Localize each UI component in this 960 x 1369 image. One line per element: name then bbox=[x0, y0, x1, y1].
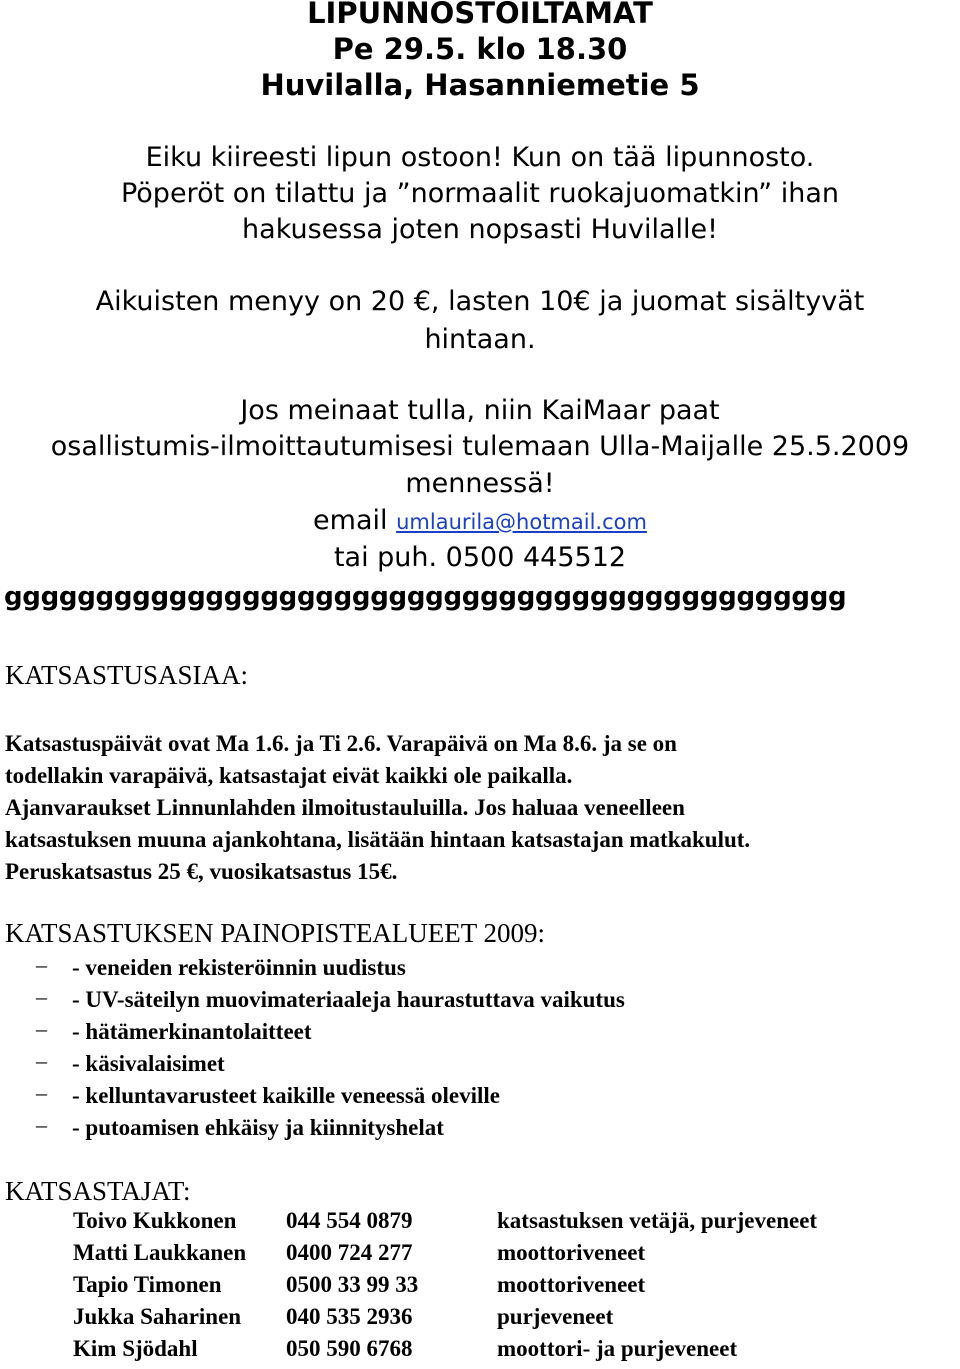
inspector-role: moottori- ja purjeveneet bbox=[497, 1336, 738, 1361]
painopiste-item-6: - putoamisen ehkäisy ja kiinnityshelat bbox=[72, 1115, 444, 1140]
event-date: Pe 29.5. klo 18.30 bbox=[332, 32, 628, 66]
signup-line-1: Jos meinaat tulla, niin KaiMaar paat bbox=[240, 395, 720, 426]
inspector-phone: 044 554 0879 bbox=[286, 1208, 413, 1233]
painopiste-item bbox=[36, 1048, 47, 1074]
email-label: email bbox=[313, 505, 388, 536]
email-line bbox=[0, 503, 960, 540]
inspector-phone: 0500 33 99 33 bbox=[286, 1272, 419, 1297]
painopiste-item-5: - kelluntavarusteet kaikille veneessä oleville bbox=[72, 1083, 501, 1108]
inspector-role: moottoriveneet bbox=[497, 1240, 646, 1265]
bullet-dash-icon: – bbox=[36, 984, 47, 1009]
painopiste-item bbox=[36, 1016, 47, 1042]
bullet-dash-icon: – bbox=[36, 1016, 47, 1041]
email-link[interactable]: umlaurila@hotmail.com bbox=[396, 510, 647, 534]
painopiste-item bbox=[36, 984, 47, 1010]
inspector-name: Toivo Kukkonen bbox=[73, 1208, 237, 1233]
phone-line: tai puh. 0500 445512 bbox=[333, 542, 627, 573]
signup-line-2: osallistumis-ilmoittautumisesi tulemaan Ulla-Maijalle 25.5.2009 bbox=[50, 431, 910, 462]
price-line-1: Aikuisten menyy on 20 €, lasten 10€ ja juomat sisältyvät bbox=[95, 286, 865, 317]
painopiste-item-4: - käsivalaisimet bbox=[72, 1051, 225, 1076]
bullet-dash-icon: – bbox=[36, 1080, 47, 1105]
intro-line-1: Eiku kiireesti lipun ostoon! Kun on tää lipunnosto. bbox=[145, 142, 815, 173]
bullet-dash-icon: – bbox=[36, 1048, 47, 1073]
katsastus-line-3: Ajanvaraukset Linnunlahden ilmoitustauluilla. Jos haluaa veneelleen bbox=[5, 795, 685, 820]
price-line-2: hintaan. bbox=[424, 324, 536, 355]
painopiste-item bbox=[36, 952, 47, 978]
inspector-name: Tapio Timonen bbox=[73, 1272, 222, 1297]
inspector-role: moottoriveneet bbox=[497, 1272, 646, 1297]
katsastajat-heading: KATSASTAJAT: bbox=[5, 1176, 191, 1206]
bullet-dash-icon: – bbox=[36, 1112, 47, 1137]
bullet-dash-icon: – bbox=[36, 952, 47, 977]
inspector-phone: 0400 724 277 bbox=[286, 1240, 413, 1265]
painopisteet-heading: KATSASTUKSEN PAINOPISTEALUEET 2009: bbox=[5, 918, 546, 948]
katsastus-line-2: todellakin varapäivä, katsastajat eivät kaikki ole paikalla. bbox=[5, 763, 573, 788]
inspector-phone: 040 535 2936 bbox=[286, 1304, 413, 1329]
inspector-phone: 050 590 6768 bbox=[286, 1336, 413, 1361]
inspector-name: Kim Sjödahl bbox=[73, 1336, 198, 1361]
painopiste-item bbox=[36, 1112, 47, 1138]
event-title: LIPUNNOSTOILTAMAT bbox=[307, 0, 653, 30]
inspector-name: Matti Laukkanen bbox=[73, 1240, 247, 1265]
katsastus-line-5: Peruskatsastus 25 €, vuosikatsastus 15€. bbox=[5, 859, 398, 884]
katsastus-line-1: Katsastuspäivät ovat Ma 1.6. ja Ti 2.6. Varapäivä on Ma 8.6. ja se on bbox=[5, 731, 677, 756]
painopiste-item bbox=[36, 1080, 47, 1106]
painopiste-item-1: - veneiden rekisteröinnin uudistus bbox=[72, 955, 406, 980]
katsastus-heading: KATSASTUSASIAA: bbox=[5, 660, 249, 690]
painopiste-item-3: - hätämerkinantolaitteet bbox=[72, 1019, 312, 1044]
katsastus-line-4: katsastuksen muuna ajankohtana, lisätään hintaan katsastajan matkakulut. bbox=[5, 827, 751, 852]
inspector-name: Jukka Saharinen bbox=[73, 1304, 242, 1329]
signup-line-3: mennessä! bbox=[405, 468, 555, 499]
event-place: Huvilalla, Hasanniemetie 5 bbox=[260, 68, 700, 102]
painopiste-item-2: - UV-säteilyn muovimateriaaleja haurastuttava vaikutus bbox=[72, 987, 625, 1012]
intro-line-3: hakusessa joten nopsasti Huvilalle! bbox=[242, 214, 718, 245]
separator-line: gggggggggggggggggggggggggggggggggggggggggggggg bbox=[4, 582, 847, 612]
inspector-role: purjeveneet bbox=[497, 1304, 614, 1329]
inspector-role: katsastuksen vetäjä, purjeveneet bbox=[497, 1208, 818, 1233]
intro-line-2: Pöperöt on tilattu ja ”normaalit ruokajuomatkin” ihan bbox=[120, 178, 840, 209]
